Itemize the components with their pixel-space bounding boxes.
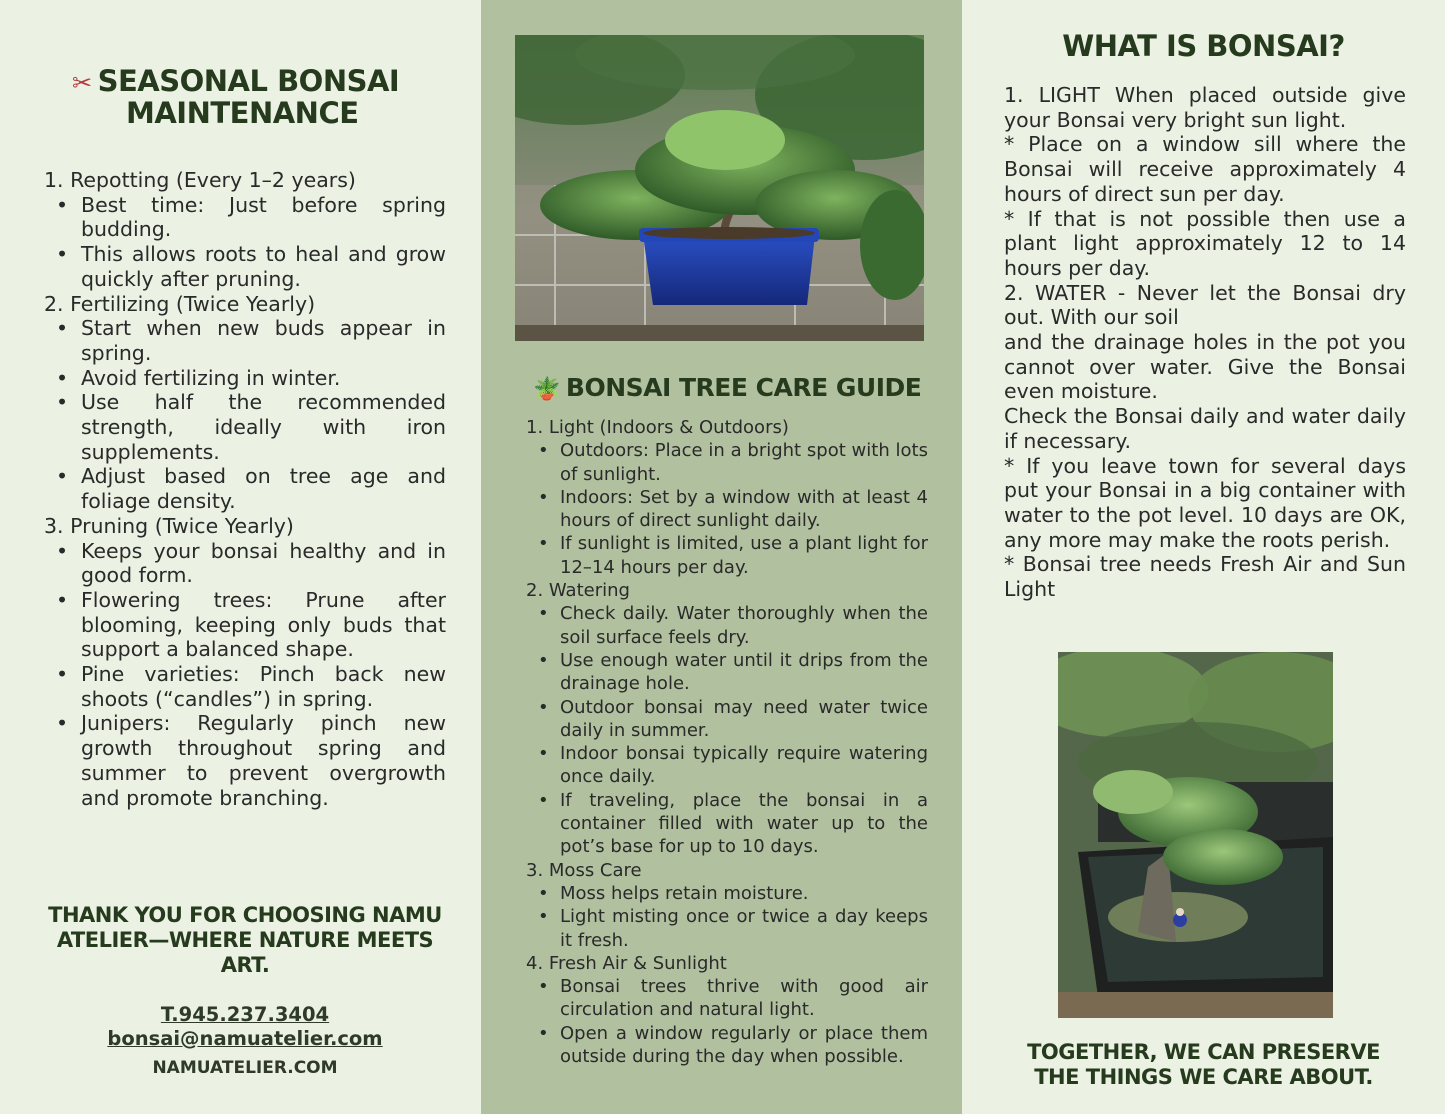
list-item: • This allows roots to heal and grow quickly after pruning. [44,242,446,291]
care-guide-list [526,416,928,1068]
paragraph: * If that is not possible then use a plant light approximately 12 to 14 hours per day. [1004,206,1406,280]
list-item: • Check daily. Water thoroughly when the soil surface feels dry. [526,602,928,649]
list-item: • Indoor bonsai typically require watering once daily. [526,742,928,789]
title-line-1: SEASONAL BONSAI [97,64,400,98]
title-line-2: MAINTENANCE [126,96,359,130]
list-item: • Start when new buds appear in spring. [44,316,446,365]
care-guide-title [533,373,933,405]
what-is-bonsai-text [1004,83,1406,602]
list-item: • Open a window regularly or place them outside during the day when possible. [526,1022,928,1069]
middle-panel [481,0,962,1114]
seasonal-maintenance-title [72,66,432,128]
section-title: 1. Repotting (Every 1–2 years) [44,168,356,192]
list-item: • Flowering trees: Prune after blooming, keeping only buds that support a balanced shape. [44,588,446,662]
list-item: • Light misting once or twice a day keeps it fresh. [526,905,928,952]
list-item: • Pine varieties: Pinch back new shoots (“candles”) in spring. [44,662,446,711]
section-title: 1. Light (Indoors & Outdoors) [526,417,789,438]
what-is-bonsai-title: WHAT IS BONSAI? [1062,29,1345,63]
list-item: • Avoid fertilizing in winter. [44,366,446,391]
bonsai-tray-photo [1058,652,1333,1018]
right-panel [962,0,1445,1114]
potted-plant-icon: 🪴 [533,377,560,402]
closing-message: TOGETHER, WE CAN PRESERVE THE THINGS WE CARE ABOUT. [1027,1040,1380,1089]
maintenance-list [44,168,446,810]
section-title: 4. Fresh Air & Sunlight [526,952,727,974]
website-link[interactable]: NAMUATELIER.COM [152,1058,338,1078]
list-item: • Junipers: Regularly pinch new growth throughout spring and summer to prevent overgrowth and promote branching. [44,711,446,810]
paragraph: * If you leave town for several days put your Bonsai in a big container with water to the pot level. 10 days are OK, any more may make the roots perish. [1004,453,1406,552]
section-title: 2. Fertilizing (Twice Yearly) [44,291,316,316]
list-item: • Outdoors: Place in a bright spot with lots of sunlight. [526,439,928,486]
list-item: • Bonsai trees thrive with good air circulation and natural light. [526,975,928,1022]
list-item: • Use half the recommended strength, ideally with iron supplements. [44,390,446,464]
bonsai-photo [515,35,924,341]
list-item: • Moss helps retain moisture. [526,882,928,905]
paragraph: 2. WATER - Never let the Bonsai dry out. With our soil [1004,280,1406,330]
paragraph: 1. LIGHT When placed outside give your Bonsai very bright sun light. [1004,83,1406,132]
paragraph: and the drainage holes in the pot you cannot over water. Give the Bonsai even moisture. [1004,330,1406,404]
list-item: • Outdoor bonsai may need water twice daily in summer. [526,696,928,743]
care-guide-title-text: BONSAI TREE CARE GUIDE [565,373,922,402]
list-item: • Use enough water until it drips from the drainage hole. [526,649,928,696]
section-title: 3. Moss Care [526,859,642,881]
list-item: • Keeps your bonsai healthy and in good form. [44,539,446,588]
left-panel [0,0,481,1114]
list-item: • If sunlight is limited, use a plant light for 12–14 hours per day. [526,532,928,579]
list-item: • If traveling, place the bonsai in a container filled with water up to the pot’s base for up to 10 days. [526,789,928,859]
thank-you-message: THANK YOU FOR CHOOSING NAMU ATELIER—WHERE NATURE MEETS ART. [48,903,442,977]
list-item: • Best time: Just before spring budding. [44,193,446,242]
list-item: • Indoors: Set by a window with at least 4 hours of direct sunlight daily. [526,486,928,533]
email-link[interactable]: bonsai@namuatelier.com [107,1027,383,1050]
paragraph: * Bonsai tree needs Fresh Air and Sun Light [1004,552,1406,602]
scissors-icon: ✂ [72,69,92,97]
paragraph: * Place on a window sill where the Bonsai will receive approximately 4 hours of direct sun per day. [1004,132,1406,206]
section-title: 2. Watering [526,580,630,602]
paragraph: Check the Bonsai daily and water daily if necessary. [1004,404,1406,453]
section-title: 3. Pruning (Twice Yearly) [44,513,294,538]
list-item: • Adjust based on tree age and foliage density. [44,464,446,513]
phone-link[interactable]: T.945.237.3404 [160,1003,330,1026]
